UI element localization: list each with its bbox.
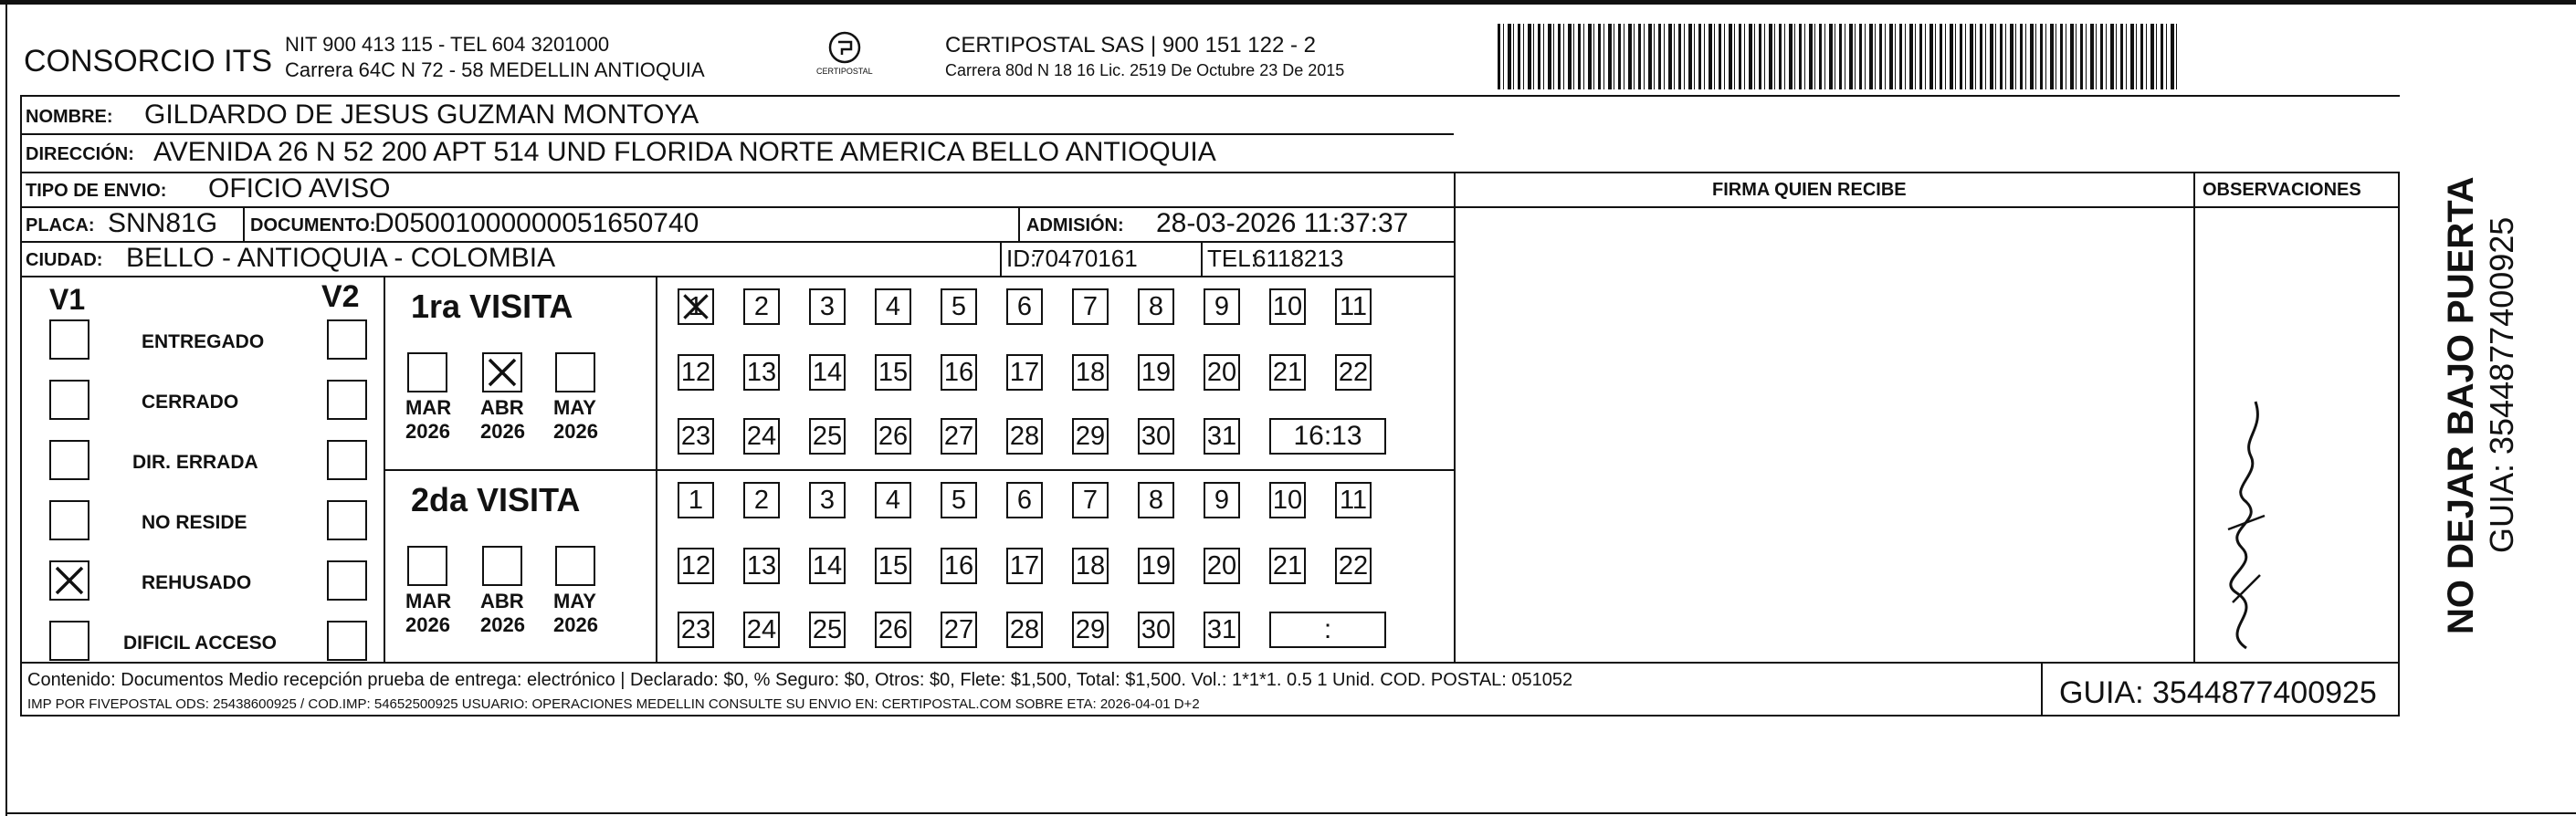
visit-day-box[interactable]: [1072, 612, 1109, 648]
table-bottom: [20, 715, 2400, 717]
visit-day-number: 25: [812, 421, 843, 451]
bottom-rule: [5, 812, 2576, 814]
visit-month-label: ABR: [480, 396, 524, 419]
visit-day-number: 8: [1148, 291, 1164, 321]
visit-year-label: 2026: [405, 420, 450, 443]
visit-day-box[interactable]: [1072, 548, 1109, 584]
visit-day-number: 24: [746, 421, 777, 451]
visit-day-box[interactable]: [1204, 548, 1240, 584]
visit-day-number: 17: [1009, 550, 1040, 581]
visit-day-number: 2: [753, 291, 770, 321]
table-right: [2398, 173, 2400, 716]
direccion-label: DIRECCIÓN:: [26, 144, 134, 164]
obs-left: [2193, 172, 2195, 663]
status-v1-checkbox[interactable]: [49, 621, 89, 661]
firma-left: [1454, 172, 1456, 663]
visit-day-box[interactable]: [678, 612, 714, 648]
visit-day-box[interactable]: [1269, 482, 1306, 518]
visit-month-checkbox[interactable]: [407, 546, 447, 586]
nombre-value: GILDARDO DE JESUS GUZMAN MONTOYA: [144, 99, 699, 130]
visit-day-box[interactable]: [1138, 482, 1174, 518]
visit-day-number: 29: [1075, 614, 1106, 644]
documento-label: DOCUMENTO:: [250, 215, 376, 235]
visit-day-number: 26: [878, 614, 909, 644]
id-sep: [1000, 241, 1002, 276]
status-v1-checkbox[interactable]: [49, 560, 89, 601]
visit-day-number: 16: [943, 550, 974, 581]
tel-sep: [1201, 241, 1203, 276]
visit-day-box[interactable]: [1138, 288, 1174, 325]
visit-day-number: 29: [1075, 421, 1106, 451]
visit-day-number: 11: [1339, 291, 1368, 321]
visit-day-number: 10: [1272, 291, 1303, 321]
visit-day-number: 7: [1082, 291, 1099, 321]
firma-header: FIRMA QUIEN RECIBE: [1712, 180, 1907, 200]
visit-time-box[interactable]: :: [1269, 612, 1386, 648]
visit-day-box[interactable]: [1072, 354, 1109, 391]
visit-day-number: 6: [1016, 485, 1033, 515]
visit-day-number: 14: [812, 357, 843, 387]
observation-signature: [2210, 383, 2283, 657]
left-rule: [5, 0, 7, 816]
visit-day-box[interactable]: [1138, 354, 1174, 391]
v2-header: V2: [321, 279, 360, 314]
visit-day-box[interactable]: [875, 548, 911, 584]
barcode: [1498, 24, 2178, 89]
visit-day-number: 1: [688, 291, 704, 321]
visit-day-number: 4: [885, 291, 901, 321]
visit-day-box[interactable]: [1204, 482, 1240, 518]
status-v1-checkbox[interactable]: [49, 380, 89, 420]
side-guia: GUIA: 3544877400925: [2483, 216, 2520, 553]
company-name: CONSORCIO ITS: [24, 44, 273, 78]
visit-day-box[interactable]: [1006, 482, 1043, 518]
visit-year-label: 2026: [480, 420, 525, 443]
visit-day-box[interactable]: [809, 612, 846, 648]
documento-value: D05001000000051650740: [374, 208, 699, 238]
visit-day-box[interactable]: [809, 288, 846, 325]
visit-day-box[interactable]: [1138, 548, 1174, 584]
visit-day-box[interactable]: [1335, 548, 1372, 584]
visit-year-label: 2026: [553, 420, 598, 443]
visit-day-box[interactable]: [1335, 288, 1372, 325]
carrier-line-2: Carrera 80d N 18 16 Lic. 2519 De Octubre 23 De 2015: [945, 61, 1345, 79]
table-top: [20, 95, 2400, 97]
visit-day-number: 14: [812, 550, 843, 581]
visit-day-box[interactable]: [678, 418, 714, 455]
visit-day-number: 27: [943, 421, 974, 451]
admision-label: ADMISIÓN:: [1026, 215, 1124, 235]
visit-day-box[interactable]: [1138, 612, 1174, 648]
visit-day-box[interactable]: [809, 354, 846, 391]
status-label: DIFICIL ACCESO: [123, 633, 278, 654]
visit-day-number: 20: [1206, 550, 1237, 581]
visit-month-label: MAR: [405, 396, 452, 419]
visit-day-box[interactable]: [875, 288, 911, 325]
certipostal-logo: [813, 29, 877, 80]
visit-day-number: 5: [951, 485, 967, 515]
visit-day-number: 28: [1009, 614, 1040, 644]
visit-day-number: 7: [1082, 485, 1099, 515]
status-v1-checkbox[interactable]: [49, 319, 89, 360]
visit-year-label: 2026: [480, 613, 525, 636]
visit-day-number: 30: [1141, 421, 1172, 451]
visit-day-number: 5: [951, 291, 967, 321]
tel-label: TEL:: [1207, 245, 1257, 272]
status-v1-checkbox[interactable]: [49, 440, 89, 480]
visit-day-number: 3: [819, 485, 836, 515]
carrier-line-1: CERTIPOSTAL SAS | 900 151 122 - 2: [945, 33, 1316, 58]
visit-day-number: 15: [878, 550, 909, 581]
visit-day-box[interactable]: [1138, 418, 1174, 455]
status-label: REHUSADO: [142, 572, 252, 593]
visit-day-box[interactable]: [875, 354, 911, 391]
tipo-value: OFICIO AVISO: [208, 173, 391, 204]
logo-text: CERTIPOSTAL: [816, 67, 873, 76]
visit-day-box[interactable]: [809, 482, 846, 518]
visit-day-box[interactable]: [941, 354, 977, 391]
visit-day-number: 8: [1148, 485, 1164, 515]
visit-month-checkbox[interactable]: [555, 352, 595, 392]
direccion-value: AVENIDA 26 N 52 200 APT 514 UND FLORIDA NORTE AMERICA BELLO ANTIOQUIA: [153, 137, 1216, 167]
visit-month-label: ABR: [480, 590, 524, 612]
visit-day-number: 11: [1339, 485, 1368, 515]
company-line-1: NIT 900 413 115 - TEL 604 3201000: [285, 33, 610, 56]
visit-month-checkbox[interactable]: [482, 352, 522, 392]
tel-value: 6118213: [1253, 245, 1344, 272]
status-label: CERRADO: [142, 392, 239, 413]
visit-day-box[interactable]: [1204, 612, 1240, 648]
ciudad-value: BELLO - ANTIOQUIA - COLOMBIA: [126, 243, 556, 273]
visit-day-number: 22: [1338, 550, 1369, 581]
visit-day-number: 4: [885, 485, 901, 515]
status-v2-checkbox[interactable]: [327, 440, 367, 480]
status-label: NO RESIDE: [142, 512, 247, 533]
visit-day-box[interactable]: [1006, 548, 1043, 584]
visit-day-number: 26: [878, 421, 909, 451]
visit-day-box[interactable]: [941, 288, 977, 325]
side-warning: NO DEJAR BAJO PUERTA: [2441, 176, 2481, 634]
visit-day-box[interactable]: [678, 354, 714, 391]
visit-day-box[interactable]: [1072, 418, 1109, 455]
placa-sep: [243, 206, 245, 241]
visit-day-box[interactable]: [875, 482, 911, 518]
footer-guia: GUIA: 3544877400925: [2059, 675, 2377, 710]
visit-day-box[interactable]: [941, 612, 977, 648]
visit-day-number: 30: [1141, 614, 1172, 644]
visit-day-number: 16: [943, 357, 974, 387]
row-line-1: [20, 133, 1454, 135]
visit-day-number: 27: [943, 614, 974, 644]
visit-sep: [384, 469, 1454, 471]
visit-day-box[interactable]: [1204, 354, 1240, 391]
visit-day-number: 23: [680, 421, 711, 451]
footer-line: [20, 662, 2400, 664]
visit-title: 2da VISITA: [411, 481, 581, 518]
visit-day-box[interactable]: [743, 418, 780, 455]
visit-day-box[interactable]: [1269, 288, 1306, 325]
visit-day-number: 17: [1009, 357, 1040, 387]
visit-day-number: 6: [1016, 291, 1033, 321]
visit-day-number: 18: [1075, 357, 1106, 387]
visit-day-box[interactable]: [678, 482, 714, 518]
visit-day-number: 21: [1272, 550, 1303, 581]
visit-day-number: 12: [680, 550, 711, 581]
visit-day-box[interactable]: [1006, 612, 1043, 648]
footer-content: Contenido: Documentos Medio recepción prueba de entrega: electrónico | Declarado: $0, % Seguro: $0, Otros: $0, Flete: $1,500, Total: $1,500. Vol.: 1*1*1. 0.5 1 Unid. COD. POSTAL: 051052: [27, 670, 1573, 690]
table-left: [20, 95, 22, 716]
visit-day-box[interactable]: [1072, 288, 1109, 325]
visit-day-box[interactable]: [743, 288, 780, 325]
status-v2-checkbox[interactable]: [327, 319, 367, 360]
visit-day-number: 9: [1214, 485, 1230, 515]
visit-day-number: 9: [1214, 291, 1230, 321]
visit-day-box[interactable]: [743, 354, 780, 391]
visit-day-number: 25: [812, 614, 843, 644]
status-v2-checkbox[interactable]: [327, 500, 367, 540]
visit-day-number: 19: [1141, 357, 1172, 387]
status-v1-checkbox[interactable]: [49, 500, 89, 540]
visit-day-number: 3: [819, 291, 836, 321]
visit-month-label: MAY: [553, 590, 596, 612]
visit-day-box[interactable]: [941, 548, 977, 584]
visit-day-number: 10: [1272, 485, 1303, 515]
guia-box-left: [2041, 662, 2043, 715]
visit-day-box[interactable]: [1269, 354, 1306, 391]
placa-label: PLACA:: [26, 215, 95, 235]
visit-day-number: 22: [1338, 357, 1369, 387]
visit-day-number: 15: [878, 357, 909, 387]
visit-day-box[interactable]: [809, 418, 846, 455]
footer-print-info: IMP POR FIVEPOSTAL ODS: 25438600925 / COD.IMP: 54652500925 USUARIO: OPERACIONES MEDELLIN CONSULTE SU ENVIO EN: CERTIPOSTAL.COM SOBRE ETA: 2026-04-01 D+2: [27, 696, 1200, 712]
visit-day-number: 2: [753, 485, 770, 515]
visit-day-number: 13: [746, 357, 777, 387]
visit-day-number: 24: [746, 614, 777, 644]
visit-day-box[interactable]: [809, 548, 846, 584]
visit-time-box[interactable]: 16:13: [1269, 418, 1386, 455]
visit-day-box[interactable]: [1204, 288, 1240, 325]
visit-month-label: MAR: [405, 590, 452, 612]
visit-year-label: 2026: [405, 613, 450, 636]
placa-value: SNN81G: [108, 208, 218, 238]
admision-sep: [1018, 206, 1020, 241]
visit-day-box[interactable]: [678, 288, 714, 325]
visit-day-number: 23: [680, 614, 711, 644]
visit-month-checkbox[interactable]: [555, 546, 595, 586]
tipo-label: TIPO DE ENVIO:: [26, 181, 167, 201]
visit-day-box[interactable]: [941, 418, 977, 455]
id-label: ID:: [1006, 245, 1037, 272]
visit-day-number: 19: [1141, 550, 1172, 581]
visit-day-box[interactable]: [678, 548, 714, 584]
status-label: DIR. ERRADA: [132, 452, 258, 473]
visit-day-box[interactable]: [875, 418, 911, 455]
admision-value: 28-03-2026 11:37:37: [1156, 208, 1409, 238]
visit-day-number: 20: [1206, 357, 1237, 387]
visit-day-number: 31: [1206, 421, 1237, 451]
visit-month-label: MAY: [553, 396, 596, 419]
top-rule: [0, 0, 2576, 5]
visit-day-box[interactable]: [1072, 482, 1109, 518]
nombre-label: NOMBRE:: [26, 107, 113, 127]
status-v2-checkbox[interactable]: [327, 621, 367, 661]
status-label: ENTREGADO: [142, 331, 265, 352]
visit-day-number: 13: [746, 550, 777, 581]
visit-day-number: 21: [1272, 357, 1303, 387]
visit-year-label: 2026: [553, 613, 598, 636]
visit-month-checkbox[interactable]: [407, 352, 447, 392]
ciudad-label: CIUDAD:: [26, 250, 103, 270]
visit-day-number: 12: [680, 357, 711, 387]
visit-day-box[interactable]: [1335, 354, 1372, 391]
visit-month-checkbox[interactable]: [482, 546, 522, 586]
visit-day-box[interactable]: [1269, 548, 1306, 584]
id-value: 70470161: [1032, 245, 1138, 272]
status-v2-checkbox[interactable]: [327, 560, 367, 601]
v1-header: V1: [49, 283, 86, 316]
status-v2-checkbox[interactable]: [327, 380, 367, 420]
visit-day-box[interactable]: [941, 482, 977, 518]
visit-day-box[interactable]: [743, 482, 780, 518]
visit-day-box[interactable]: [875, 612, 911, 648]
visit-day-box[interactable]: [1335, 482, 1372, 518]
visit-day-box[interactable]: [1006, 418, 1043, 455]
visit-day-box[interactable]: [1006, 288, 1043, 325]
visit-day-number: 1: [688, 485, 704, 515]
visit-day-number: 28: [1009, 421, 1040, 451]
observaciones-header: OBSERVACIONES: [2203, 180, 2361, 200]
visit-day-number: 31: [1206, 614, 1237, 644]
company-line-2: Carrera 64C N 72 - 58 MEDELLIN ANTIOQUIA: [285, 58, 705, 81]
visit-day-box[interactable]: [1204, 418, 1240, 455]
visit-day-box[interactable]: [743, 548, 780, 584]
row-line-5: [20, 276, 1454, 277]
visit-title: 1ra VISITA: [411, 288, 573, 325]
visit-day-box[interactable]: [1006, 354, 1043, 391]
visit-day-number: 18: [1075, 550, 1106, 581]
visit-day-box[interactable]: [743, 612, 780, 648]
